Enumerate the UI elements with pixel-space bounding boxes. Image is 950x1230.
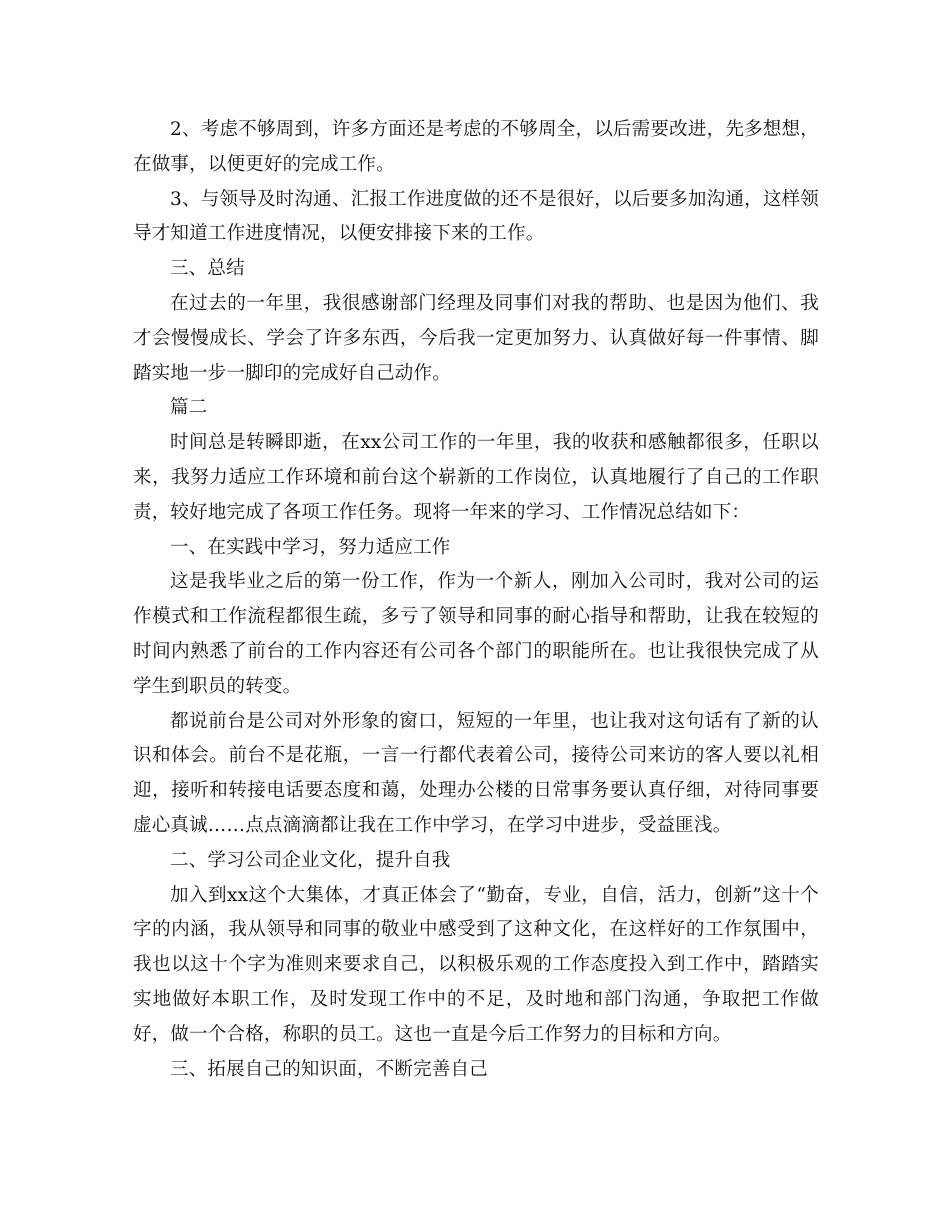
section-heading-culture: 二、学习公司企业文化，提升自我 [170, 849, 451, 871]
paragraph-item-3: 3、与领导及时沟通、汇报工作进度做的还不是很好，以后要多加沟通，这样领导才知道工作进度情况，以便安排接下来的工作。 [133, 188, 819, 245]
part-two-heading: 篇二 [170, 397, 208, 419]
practice-paragraph-1: 这是我毕业之后的第一份工作，作为一个新人，刚加入公司时，我对公司的运作模式和工作流程都很生疏，多亏了领导和同事的耐心指导和帮助，让我在较短的时间内熟悉了前台的工作内容还有公司各个部门的职能所在。也让我很快完成了从学生到职员的转变。 [133, 571, 819, 697]
summary-paragraph: 在过去的一年里，我很感谢部门经理及同事们对我的帮助、也是因为他们、我才会慢慢成长、学会了许多东西，今后我一定更加努力、认真做好每一件事情、脚踏实地一步一脚印的完成好自己动作。 [133, 292, 819, 384]
paragraph-item-2: 2、考虑不够周到，许多方面还是考虑的不够周全，以后需要改进，先多想想，在做事，以便更好的完成工作。 [133, 119, 819, 175]
document-body [133, 113, 819, 1087]
practice-paragraph-2: 都说前台是公司对外形象的窗口，短短的一年里，也让我对这句话有了新的认识和体会。前台不是花瓶，一言一行都代表着公司，接待公司来访的客人要以礼相迎，接听和转接电话要态度和蔼，处理办公楼的日常事务要认真仔细，对待同事要虚心真诚……点点滴滴都让我在工作中学习，在学习中进步，受益匪浅。 [133, 710, 819, 836]
section-heading-summary: 三、总结 [170, 258, 245, 280]
intro-paragraph: 时间总是转瞬即逝，在xx公司工作的一年里，我的收获和感触都很多，任职以来，我努力适应工作环境和前台这个崭新的工作岗位，认真地履行了自己的工作职责，较好地完成了各项工作任务。现将一年来的学习、工作情况总结如下： [133, 432, 819, 523]
culture-paragraph: 加入到xx这个大集体，才真正体会了“勤奋，专业，自信，活力，创新”这十个字的内涵，我从领导和同事的敬业中感受到了这种文化，在这样好的工作氛围中，我也以这十个字为准则来要求自己，以积极乐观的工作态度投入到工作中，踏踏实实地做好本职工作，及时发现工作中的不足，及时地和部门沟通，争取把工作做好，做一个合格，称职的员工。这也一直是今后工作努力的目标和方向。 [133, 884, 819, 1045]
section-heading-practice: 一、在实践中学习，努力适应工作 [170, 536, 451, 558]
section-heading-knowledge: 三、拓展自己的知识面，不断完善自己 [170, 1058, 488, 1080]
